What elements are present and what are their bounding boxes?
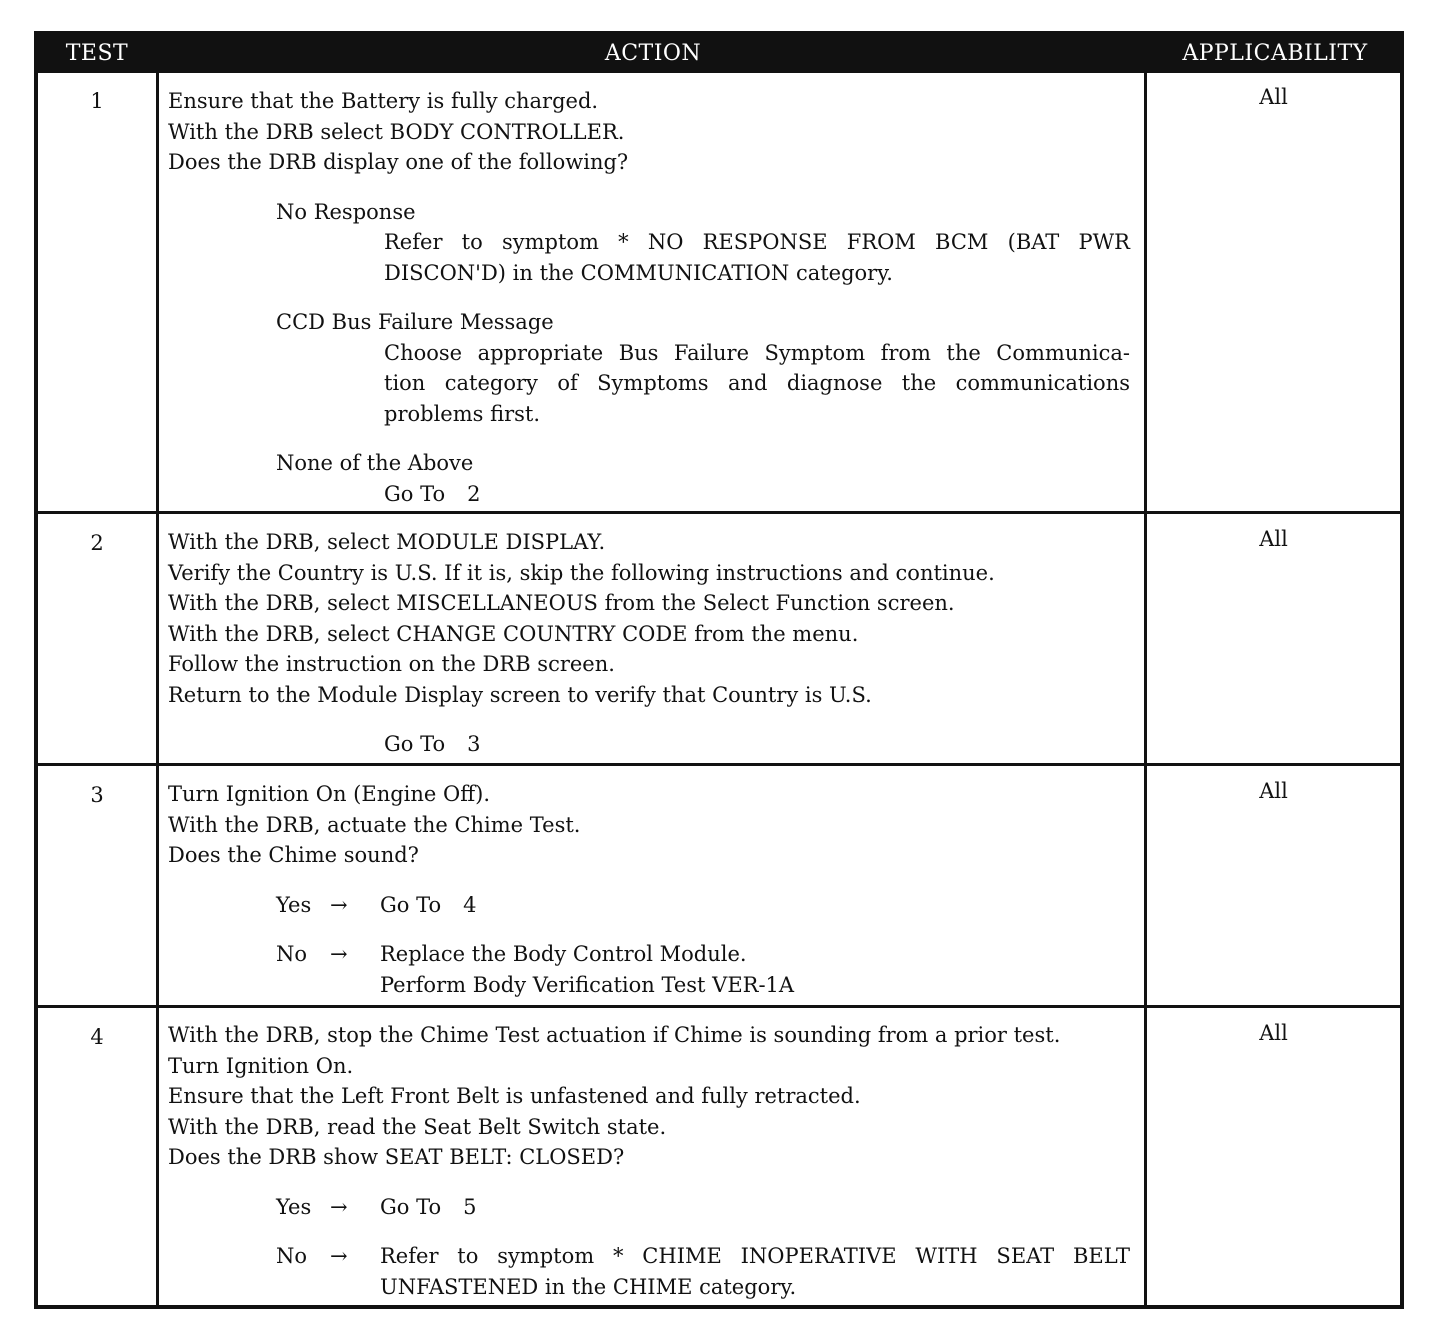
row-divider <box>38 1005 1400 1008</box>
instruction-line: With the DRB, select MISCELLANEOUS from the Select Function screen. <box>168 591 955 615</box>
goto-instruction <box>384 479 1138 510</box>
goto-number: 5 <box>463 1194 477 1219</box>
header-action: ACTION <box>604 41 702 66</box>
option-label: No Response <box>276 199 416 224</box>
instruction-line: Follow the instruction on the DRB screen. <box>168 652 615 676</box>
goto-number: 3 <box>467 732 481 756</box>
goto-number: 4 <box>463 892 477 917</box>
test-number: 3 <box>90 783 104 807</box>
option-detail: problems first. <box>384 401 541 426</box>
header-test: TEST <box>65 41 129 66</box>
goto-label: Go To <box>384 732 446 756</box>
goto-number: 2 <box>467 481 481 506</box>
instruction-line: Turn Ignition On. <box>168 1053 354 1078</box>
row-divider <box>38 763 1400 766</box>
yes-branch <box>276 890 1138 921</box>
no-branch <box>276 1241 1138 1302</box>
result-line: Perform Body Verification Test VER-1A <box>380 972 795 997</box>
option-detail: Choose appropriate Bus Failure Symptom from the Communica- <box>384 340 1130 365</box>
result-line: Replace the Body Control Module. <box>380 942 747 966</box>
goto-instruction <box>384 729 1138 760</box>
instruction-line: Return to the Module Display screen to verify that Country is U.S. <box>168 682 872 707</box>
instruction-line: Does the DRB display one of the following? <box>168 150 629 174</box>
column-divider <box>156 73 159 1305</box>
goto-label: Go To <box>380 892 442 917</box>
diagnostic-test-table <box>34 31 1404 1309</box>
answer-yes: Yes <box>276 1194 312 1219</box>
option-label: None of the Above <box>276 451 474 475</box>
yes-branch <box>276 1192 1138 1223</box>
branch-result <box>380 939 1138 1000</box>
arrow-icon: → <box>330 1194 348 1219</box>
instruction-line: With the DRB select BODY CONTROLLER. <box>168 119 625 144</box>
option-detail: Refer to symptom * NO RESPONSE FROM BCM (BAT PWR <box>384 230 1130 254</box>
answer-no: No <box>276 1244 308 1268</box>
option-detail: DISCON'D) in the COMMUNICATION category. <box>384 260 893 285</box>
action-cell <box>168 1020 1138 1302</box>
instruction-line: With the DRB, read the Seat Belt Switch state. <box>168 1114 667 1139</box>
applicability-value: All <box>1259 527 1288 551</box>
action-cell <box>168 527 1138 760</box>
instruction-line: Ensure that the Left Front Belt is unfastened and fully retracted. <box>168 1084 861 1108</box>
instruction-line: With the DRB, stop the Chime Test actuation if Chime is sounding from a prior test. <box>168 1023 1061 1047</box>
instruction-line: Does the DRB show SEAT BELT: CLOSED? <box>168 1145 625 1169</box>
applicability-value: All <box>1259 85 1288 109</box>
result-line: Refer to symptom * CHIME INOPERATIVE WITH SEAT BELT <box>380 1244 1130 1268</box>
instruction-line: With the DRB, actuate the Chime Test. <box>168 812 581 837</box>
arrow-icon: → <box>330 942 348 966</box>
goto-label: Go To <box>380 1194 442 1219</box>
instruction-line: Does the Chime sound? <box>168 843 419 867</box>
applicability-value: All <box>1259 779 1288 803</box>
option-detail: tion category of Symptoms and diagnose the communications <box>384 371 1130 395</box>
instruction-line: Ensure that the Battery is fully charged. <box>168 89 599 113</box>
branch-result <box>380 1192 1138 1223</box>
action-cell <box>168 86 1138 509</box>
result-line: UNFASTENED in the CHIME category. <box>380 1274 797 1299</box>
instruction-line: Turn Ignition On (Engine Off). <box>168 782 491 806</box>
answer-no: No <box>276 942 308 966</box>
instruction-line: With the DRB, select MODULE DISPLAY. <box>168 530 606 554</box>
arrow-icon: → <box>330 1244 348 1268</box>
test-number: 4 <box>90 1025 104 1049</box>
arrow-icon: → <box>330 892 348 917</box>
row-divider <box>38 511 1400 514</box>
test-number: 1 <box>90 89 104 113</box>
branch-result <box>380 1241 1138 1302</box>
test-number: 2 <box>90 531 104 555</box>
goto-label: Go To <box>384 481 446 506</box>
action-cell <box>168 779 1138 1000</box>
branch-result <box>380 890 1138 921</box>
header-applicability: APPLICABILITY <box>1182 41 1368 66</box>
no-branch <box>276 939 1138 1000</box>
table-header-row <box>38 35 1400 73</box>
answer-yes: Yes <box>276 892 312 917</box>
applicability-value: All <box>1259 1021 1288 1045</box>
column-divider <box>1144 73 1147 1305</box>
option-label: CCD Bus Failure Message <box>276 310 554 334</box>
instruction-line: Verify the Country is U.S. If it is, skip the following instructions and continue. <box>168 560 995 585</box>
instruction-line: With the DRB, select CHANGE COUNTRY CODE from the menu. <box>168 621 859 646</box>
